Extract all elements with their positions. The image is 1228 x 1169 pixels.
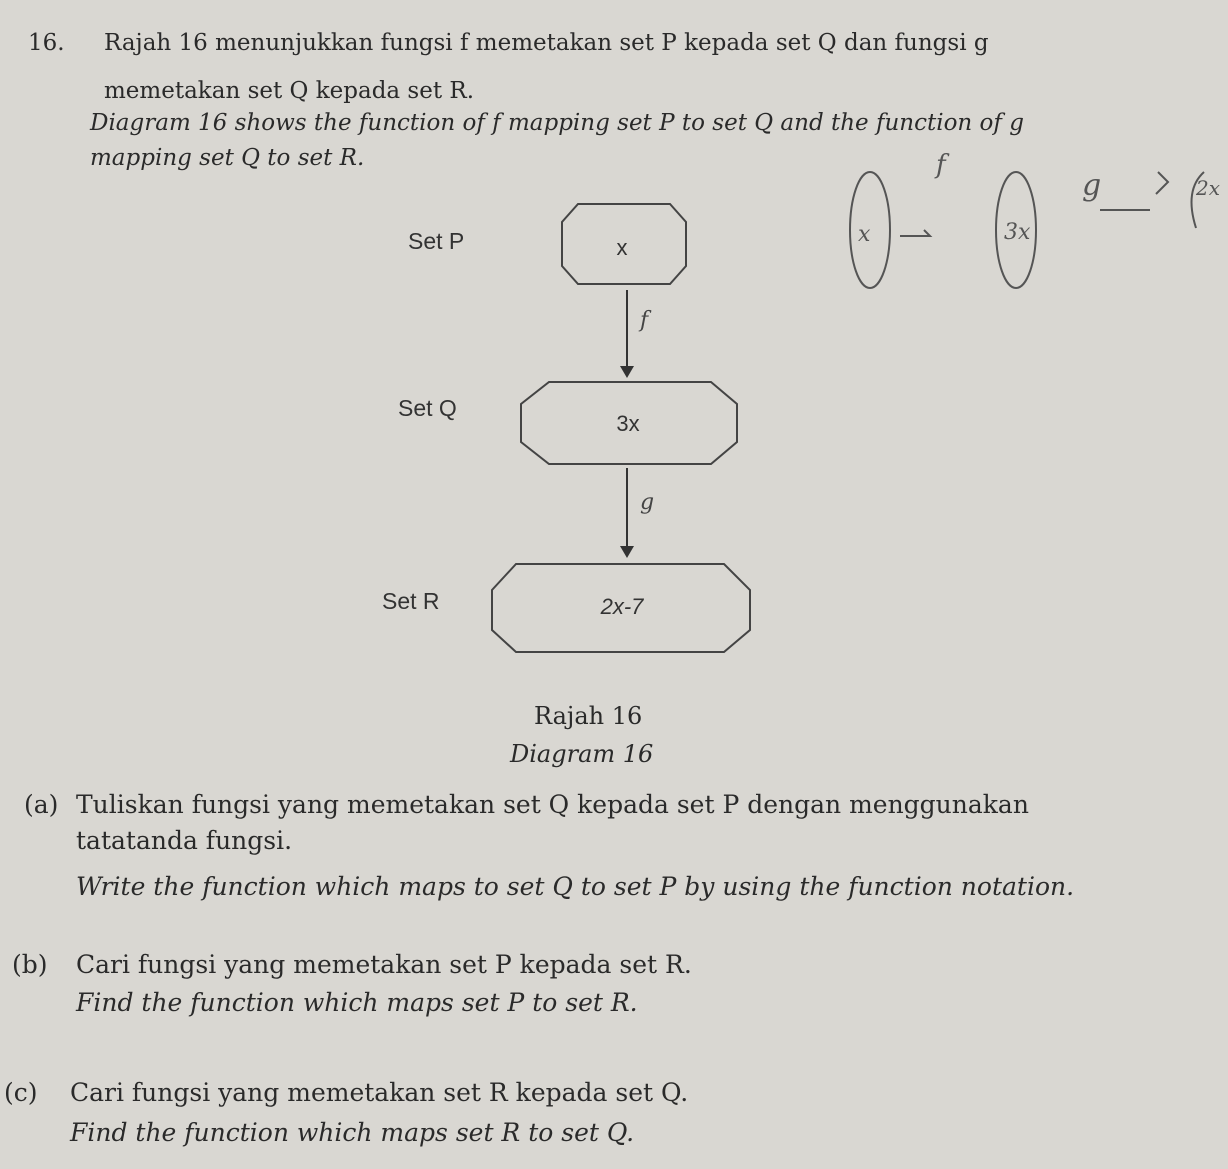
part-c-ms: Cari fungsi yang memetakan set R kepada set Q. <box>70 1078 689 1107</box>
question-en-line2: mapping set Q to set R. <box>90 145 365 171</box>
set-p-label: Set P <box>408 228 465 254</box>
part-b-label: (b) <box>12 950 48 979</box>
set-r-label: Set R <box>382 588 440 614</box>
arrow-f <box>626 290 628 368</box>
set-p-value: x <box>616 235 628 260</box>
hand-x: x <box>858 222 871 247</box>
question-en-line1: Diagram 16 shows the function of f mapping set P to set Q and the function of g <box>90 110 1024 136</box>
part-c-label: (c) <box>4 1078 38 1107</box>
hand-2x: 2x <box>1196 176 1221 200</box>
part-a-en: Write the function which maps to set Q to set P by using the function notation. <box>76 872 1075 901</box>
part-b-ms: Cari fungsi yang memetakan set P kepada set R. <box>76 950 692 979</box>
part-b-en: Find the function which maps set P to set R. <box>76 988 638 1017</box>
hand-g: g <box>1082 168 1102 203</box>
part-a-ms-line1: Tuliskan fungsi yang memetakan set Q kepada set P dengan menggunakan <box>76 790 1029 819</box>
part-a-ms-line2: tatatanda fungsi. <box>76 826 293 855</box>
set-q-label: Set Q <box>398 395 457 421</box>
caption-ms: Rajah 16 <box>534 702 643 730</box>
caption-en: Diagram 16 <box>510 740 654 768</box>
set-r-value: 2x-7 <box>600 594 644 619</box>
hand-f: f <box>936 150 946 180</box>
arrow-g <box>626 468 628 548</box>
set-q-value: 3x <box>616 411 640 436</box>
question-ms-line1: Rajah 16 menunjukkan fungsi f memetakan set P kepada set Q dan fungsi g <box>104 30 989 56</box>
question-number: 16. <box>28 30 65 56</box>
part-a-label: (a) <box>24 790 59 819</box>
arrow-g-label: g <box>640 490 655 515</box>
part-c-en: Find the function which maps set R to set Q. <box>70 1118 635 1147</box>
question-ms-line2: memetakan set Q kepada set R. <box>104 78 475 104</box>
arrow-f-label: f <box>640 308 649 333</box>
hand-3x: 3x <box>1004 220 1031 245</box>
